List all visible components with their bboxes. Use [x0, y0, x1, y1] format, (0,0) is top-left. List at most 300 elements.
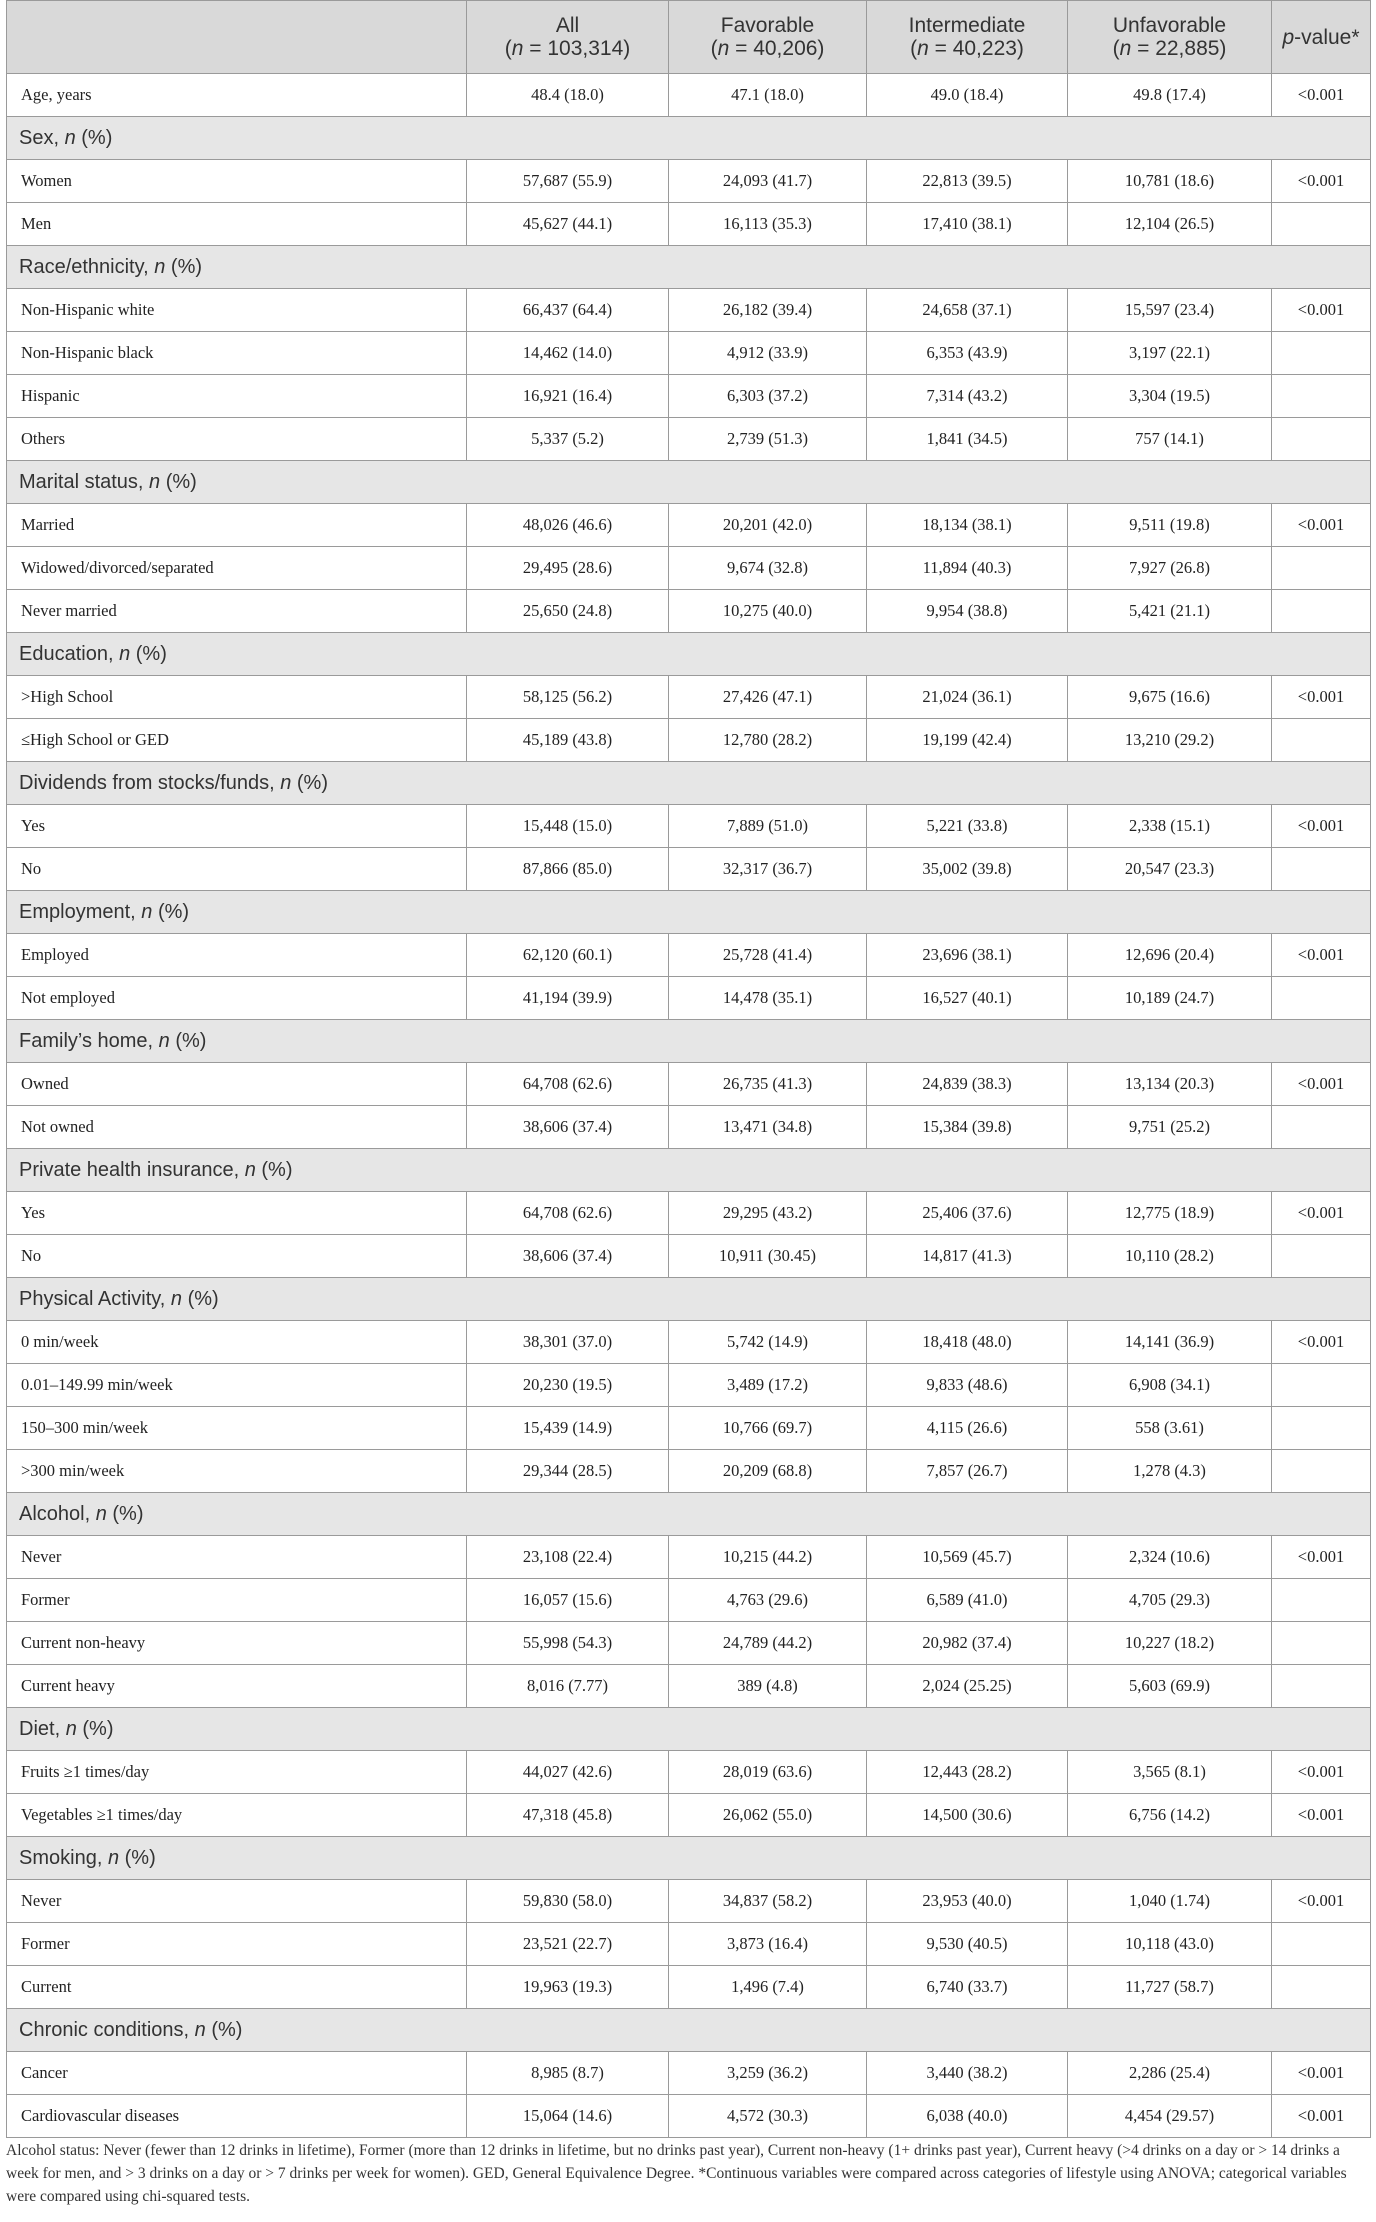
table-row	[7, 1665, 1371, 1708]
cell-unfavorable: 6,908 (34.1)	[1068, 1364, 1272, 1407]
cell-unfavorable: 2,286 (25.4)	[1068, 2052, 1272, 2095]
section-header	[7, 633, 1371, 676]
table-row	[7, 504, 1371, 547]
header-blank-cell	[7, 1, 467, 74]
cell-favorable: 12,780 (28.2)	[669, 719, 867, 762]
cell-all: 64,708 (62.6)	[467, 1063, 669, 1106]
cell-intermediate: 6,740 (33.7)	[867, 1966, 1068, 2009]
table-row	[7, 375, 1371, 418]
cell-pvalue	[1272, 977, 1371, 1020]
section-header-row	[7, 891, 1371, 934]
cell-intermediate: 18,418 (48.0)	[867, 1321, 1068, 1364]
cell-unfavorable: 3,304 (19.5)	[1068, 375, 1272, 418]
table-row	[7, 2095, 1371, 2138]
section-n-var: n	[65, 1717, 77, 1740]
table-row	[7, 676, 1371, 719]
section-header-row	[7, 633, 1371, 676]
section-n-var: n	[119, 642, 131, 665]
row-label: Non-Hispanic white	[7, 289, 467, 332]
table-row	[7, 590, 1371, 633]
cell-pvalue	[1272, 1407, 1371, 1450]
section-unit: (%)	[152, 900, 190, 923]
section-n-var: n	[64, 126, 76, 149]
cell-pvalue	[1272, 1622, 1371, 1665]
section-header	[7, 117, 1371, 160]
header-unfavorable-n-var: n	[1119, 37, 1132, 60]
cell-intermediate: 24,839 (38.3)	[867, 1063, 1068, 1106]
table-row	[7, 2052, 1371, 2095]
header-all-n-var: n	[511, 37, 524, 60]
row-label: Current heavy	[7, 1665, 467, 1708]
row-label: >High School	[7, 676, 467, 719]
cell-unfavorable: 6,756 (14.2)	[1068, 1794, 1272, 1837]
cell-pvalue: <0.001	[1272, 1751, 1371, 1794]
header-unfavorable	[1068, 1, 1272, 74]
cell-all: 58,125 (56.2)	[467, 676, 669, 719]
table-row	[7, 1063, 1371, 1106]
cell-pvalue	[1272, 590, 1371, 633]
row-label: Hispanic	[7, 375, 467, 418]
section-header	[7, 891, 1371, 934]
cell-pvalue: <0.001	[1272, 805, 1371, 848]
cell-all: 8,985 (8.7)	[467, 2052, 669, 2095]
section-header-row	[7, 1837, 1371, 1880]
header-all-n-value: = 103,314)	[523, 37, 631, 60]
cell-unfavorable: 9,675 (16.6)	[1068, 676, 1272, 719]
cell-pvalue	[1272, 547, 1371, 590]
table-row	[7, 1966, 1371, 2009]
cell-pvalue	[1272, 418, 1371, 461]
cell-all: 14,462 (14.0)	[467, 332, 669, 375]
section-unit: (%)	[130, 642, 167, 665]
cell-intermediate: 14,817 (41.3)	[867, 1235, 1068, 1278]
cell-all: 38,606 (37.4)	[467, 1235, 669, 1278]
cell-favorable: 9,674 (32.8)	[669, 547, 867, 590]
section-label: Marital status,	[19, 470, 150, 493]
table-row	[7, 1321, 1371, 1364]
cell-pvalue: <0.001	[1272, 1880, 1371, 1923]
section-header	[7, 1278, 1371, 1321]
cell-all: 62,120 (60.1)	[467, 934, 669, 977]
cell-favorable: 10,215 (44.2)	[669, 1536, 867, 1579]
cell-unfavorable: 13,134 (20.3)	[1068, 1063, 1272, 1106]
header-pvalue	[1272, 1, 1371, 74]
row-label: Employed	[7, 934, 467, 977]
cell-pvalue	[1272, 1966, 1371, 2009]
section-unit: (%)	[169, 1029, 207, 1052]
cell-favorable: 14,478 (35.1)	[669, 977, 867, 1020]
header-favorable-n-value: = 40,206)	[729, 37, 825, 60]
cell-favorable: 20,209 (68.8)	[669, 1450, 867, 1493]
section-unit: (%)	[255, 1158, 293, 1181]
cell-all: 29,495 (28.6)	[467, 547, 669, 590]
section-header-row	[7, 1149, 1371, 1192]
cell-unfavorable: 1,040 (1.74)	[1068, 1880, 1272, 1923]
cell-pvalue: <0.001	[1272, 1321, 1371, 1364]
section-n-var: n	[194, 2018, 206, 2041]
header-all	[467, 1, 669, 74]
section-header-row	[7, 246, 1371, 289]
section-header-row	[7, 1708, 1371, 1751]
section-header	[7, 246, 1371, 289]
cell-intermediate: 49.0 (18.4)	[867, 74, 1068, 117]
cell-favorable: 2,739 (51.3)	[669, 418, 867, 461]
header-unfavorable-name: Unfavorable	[1112, 14, 1227, 37]
header-intermediate-n-open: (	[910, 37, 918, 60]
cell-unfavorable: 13,210 (29.2)	[1068, 719, 1272, 762]
cell-unfavorable: 2,324 (10.6)	[1068, 1536, 1272, 1579]
cell-favorable: 389 (4.8)	[669, 1665, 867, 1708]
section-n-var: n	[154, 255, 166, 278]
section-header	[7, 1149, 1371, 1192]
section-label: Smoking,	[19, 1846, 108, 1869]
cell-favorable: 7,889 (51.0)	[669, 805, 867, 848]
row-label: Never	[7, 1536, 467, 1579]
cell-intermediate: 6,038 (40.0)	[867, 2095, 1068, 2138]
table-row	[7, 74, 1371, 117]
table-row	[7, 418, 1371, 461]
cell-unfavorable: 12,775 (18.9)	[1068, 1192, 1272, 1235]
header-favorable	[669, 1, 867, 74]
row-label: >300 min/week	[7, 1450, 467, 1493]
cell-intermediate: 10,569 (45.7)	[867, 1536, 1068, 1579]
section-unit: (%)	[106, 1502, 144, 1525]
cell-favorable: 3,873 (16.4)	[669, 1923, 867, 1966]
cell-favorable: 26,735 (41.3)	[669, 1063, 867, 1106]
cell-unfavorable: 14,141 (36.9)	[1068, 1321, 1272, 1364]
cell-unfavorable: 12,104 (26.5)	[1068, 203, 1272, 246]
table-row	[7, 1622, 1371, 1665]
header-pvalue-italic: p	[1282, 25, 1295, 49]
header-intermediate-name: Intermediate	[908, 14, 1026, 37]
header-all-name: All	[555, 14, 580, 37]
cell-all: 5,337 (5.2)	[467, 418, 669, 461]
cell-all: 45,189 (43.8)	[467, 719, 669, 762]
cell-intermediate: 1,841 (34.5)	[867, 418, 1068, 461]
cell-all: 8,016 (7.77)	[467, 1665, 669, 1708]
cell-favorable: 29,295 (43.2)	[669, 1192, 867, 1235]
cell-favorable: 4,763 (29.6)	[669, 1579, 867, 1622]
cell-unfavorable: 11,727 (58.7)	[1068, 1966, 1272, 2009]
cell-favorable: 16,113 (35.3)	[669, 203, 867, 246]
table-row	[7, 547, 1371, 590]
section-header	[7, 1493, 1371, 1536]
section-label: Diet,	[19, 1717, 66, 1740]
section-label: Family’s home,	[19, 1029, 159, 1052]
cell-favorable: 10,766 (69.7)	[669, 1407, 867, 1450]
cell-intermediate: 9,833 (48.6)	[867, 1364, 1068, 1407]
cell-pvalue	[1272, 203, 1371, 246]
section-header-row	[7, 1493, 1371, 1536]
header-unfavorable-n	[1068, 37, 1271, 60]
cell-favorable: 34,837 (58.2)	[669, 1880, 867, 1923]
cell-unfavorable: 10,189 (24.7)	[1068, 977, 1272, 1020]
cell-favorable: 24,093 (41.7)	[669, 160, 867, 203]
cell-unfavorable: 20,547 (23.3)	[1068, 848, 1272, 891]
cell-intermediate: 20,982 (37.4)	[867, 1622, 1068, 1665]
cell-all: 48,026 (46.6)	[467, 504, 669, 547]
cell-all: 16,057 (15.6)	[467, 1579, 669, 1622]
cell-unfavorable: 2,338 (15.1)	[1068, 805, 1272, 848]
cell-unfavorable: 5,603 (69.9)	[1068, 1665, 1272, 1708]
header-row	[7, 1, 1371, 74]
row-label: Current	[7, 1966, 467, 2009]
cell-intermediate: 23,696 (38.1)	[867, 934, 1068, 977]
cell-all: 57,687 (55.9)	[467, 160, 669, 203]
cell-pvalue: <0.001	[1272, 74, 1371, 117]
row-label: Cardiovascular diseases	[7, 2095, 467, 2138]
cell-intermediate: 11,894 (40.3)	[867, 547, 1068, 590]
section-unit: (%)	[160, 470, 197, 493]
row-label: Former	[7, 1923, 467, 1966]
table-row	[7, 1794, 1371, 1837]
cell-pvalue: <0.001	[1272, 2052, 1371, 2095]
table-row	[7, 1536, 1371, 1579]
cell-unfavorable: 10,227 (18.2)	[1068, 1622, 1272, 1665]
section-header-row	[7, 2009, 1371, 2052]
row-label: Non-Hispanic black	[7, 332, 467, 375]
row-label: Women	[7, 160, 467, 203]
cell-unfavorable: 3,197 (22.1)	[1068, 332, 1272, 375]
cell-pvalue	[1272, 1364, 1371, 1407]
cell-all: 15,439 (14.9)	[467, 1407, 669, 1450]
cell-pvalue: <0.001	[1272, 504, 1371, 547]
section-header-row	[7, 1278, 1371, 1321]
header-all-n	[467, 37, 668, 60]
table-row	[7, 1880, 1371, 1923]
cell-intermediate: 14,500 (30.6)	[867, 1794, 1068, 1837]
table-row	[7, 332, 1371, 375]
row-label: No	[7, 1235, 467, 1278]
cell-all: 15,064 (14.6)	[467, 2095, 669, 2138]
cell-favorable: 10,911 (30.45)	[669, 1235, 867, 1278]
cell-favorable: 26,062 (55.0)	[669, 1794, 867, 1837]
cell-favorable: 26,182 (39.4)	[669, 289, 867, 332]
cell-intermediate: 35,002 (39.8)	[867, 848, 1068, 891]
section-unit: (%)	[165, 255, 203, 278]
cell-all: 15,448 (15.0)	[467, 805, 669, 848]
row-label: Men	[7, 203, 467, 246]
cell-intermediate: 3,440 (38.2)	[867, 2052, 1068, 2095]
cell-unfavorable: 7,927 (26.8)	[1068, 547, 1272, 590]
cell-unfavorable: 10,781 (18.6)	[1068, 160, 1272, 203]
row-label: Never married	[7, 590, 467, 633]
table-row	[7, 934, 1371, 977]
cell-pvalue	[1272, 1450, 1371, 1493]
cell-pvalue: <0.001	[1272, 1063, 1371, 1106]
row-label: Fruits ≥1 times/day	[7, 1751, 467, 1794]
row-label: Age, years	[7, 74, 467, 117]
table-header	[7, 1, 1371, 74]
cell-intermediate: 9,530 (40.5)	[867, 1923, 1068, 1966]
table-row	[7, 1407, 1371, 1450]
row-label: ≤High School or GED	[7, 719, 467, 762]
table-row	[7, 1579, 1371, 1622]
table-body	[7, 74, 1371, 2138]
cell-favorable: 1,496 (7.4)	[669, 1966, 867, 2009]
section-label: Alcohol,	[19, 1502, 96, 1525]
table-row	[7, 1192, 1371, 1235]
header-pvalue-rest: -value*	[1294, 25, 1360, 49]
header-favorable-n-var: n	[717, 37, 730, 60]
cell-unfavorable: 5,421 (21.1)	[1068, 590, 1272, 633]
cell-pvalue: <0.001	[1272, 289, 1371, 332]
cell-intermediate: 18,134 (38.1)	[867, 504, 1068, 547]
cell-all: 23,521 (22.7)	[467, 1923, 669, 1966]
cell-intermediate: 24,658 (37.1)	[867, 289, 1068, 332]
section-n-var: n	[149, 470, 161, 493]
row-label: Vegetables ≥1 times/day	[7, 1794, 467, 1837]
row-label: Yes	[7, 1192, 467, 1235]
cell-pvalue	[1272, 848, 1371, 891]
cell-intermediate: 2,024 (25.25)	[867, 1665, 1068, 1708]
cell-intermediate: 12,443 (28.2)	[867, 1751, 1068, 1794]
cell-favorable: 6,303 (37.2)	[669, 375, 867, 418]
cell-unfavorable: 9,511 (19.8)	[1068, 504, 1272, 547]
cell-pvalue: <0.001	[1272, 1794, 1371, 1837]
cell-favorable: 5,742 (14.9)	[669, 1321, 867, 1364]
cell-pvalue	[1272, 719, 1371, 762]
cell-unfavorable: 1,278 (4.3)	[1068, 1450, 1272, 1493]
cell-all: 66,437 (64.4)	[467, 289, 669, 332]
table-row	[7, 160, 1371, 203]
cell-pvalue: <0.001	[1272, 160, 1371, 203]
cell-all: 47,318 (45.8)	[467, 1794, 669, 1837]
cell-intermediate: 19,199 (42.4)	[867, 719, 1068, 762]
cell-pvalue: <0.001	[1272, 2095, 1371, 2138]
row-label: Widowed/divorced/separated	[7, 547, 467, 590]
cell-pvalue	[1272, 1579, 1371, 1622]
cell-unfavorable: 3,565 (8.1)	[1068, 1751, 1272, 1794]
cell-favorable: 25,728 (41.4)	[669, 934, 867, 977]
cell-intermediate: 7,314 (43.2)	[867, 375, 1068, 418]
characteristics-table	[6, 0, 1371, 2138]
section-label: Private health insurance,	[19, 1158, 245, 1181]
table-row	[7, 1106, 1371, 1149]
section-label: Sex,	[19, 126, 65, 149]
cell-unfavorable: 15,597 (23.4)	[1068, 289, 1272, 332]
table-row	[7, 977, 1371, 1020]
cell-intermediate: 23,953 (40.0)	[867, 1880, 1068, 1923]
table-row	[7, 848, 1371, 891]
cell-pvalue: <0.001	[1272, 1536, 1371, 1579]
cell-intermediate: 22,813 (39.5)	[867, 160, 1068, 203]
table-row	[7, 289, 1371, 332]
cell-pvalue	[1272, 1665, 1371, 1708]
table-container	[6, 0, 1370, 2138]
cell-favorable: 20,201 (42.0)	[669, 504, 867, 547]
row-label: Others	[7, 418, 467, 461]
header-intermediate-n-var: n	[917, 37, 929, 60]
section-label: Chronic conditions,	[19, 2018, 195, 2041]
cell-favorable: 47.1 (18.0)	[669, 74, 867, 117]
cell-favorable: 32,317 (36.7)	[669, 848, 867, 891]
cell-pvalue: <0.001	[1272, 1192, 1371, 1235]
cell-unfavorable: 558 (3.61)	[1068, 1407, 1272, 1450]
section-unit: (%)	[119, 1846, 156, 1869]
cell-unfavorable: 757 (14.1)	[1068, 418, 1272, 461]
section-n-var: n	[95, 1502, 107, 1525]
cell-unfavorable: 4,705 (29.3)	[1068, 1579, 1272, 1622]
cell-unfavorable: 9,751 (25.2)	[1068, 1106, 1272, 1149]
section-n-var: n	[107, 1846, 120, 1869]
cell-all: 64,708 (62.6)	[467, 1192, 669, 1235]
cell-all: 23,108 (22.4)	[467, 1536, 669, 1579]
section-n-var: n	[244, 1158, 256, 1181]
section-header	[7, 762, 1371, 805]
table-row	[7, 1751, 1371, 1794]
cell-all: 19,963 (19.3)	[467, 1966, 669, 2009]
section-header	[7, 2009, 1371, 2052]
cell-all: 48.4 (18.0)	[467, 74, 669, 117]
cell-all: 55,998 (54.3)	[467, 1622, 669, 1665]
cell-pvalue: <0.001	[1272, 934, 1371, 977]
cell-favorable: 3,489 (17.2)	[669, 1364, 867, 1407]
table-footnote: Alcohol status: Never (fewer than 12 drinks in lifetime), Former (more than 12 drinks in lifetime, but no drinks past year), Current non-heavy (1+ drinks past year), Current heavy (>4 drinks on a day or > 14 drinks a week for men, and > 3 drinks on a day or > 7 drinks per week for women). GED, General Equivalence Degree. *Continuous variables were compared across categories of lifestyle using ANOVA; categorical variables were compared using chi-squared tests.	[6, 2142, 1347, 2205]
cell-intermediate: 5,221 (33.8)	[867, 805, 1068, 848]
cell-favorable: 4,572 (30.3)	[669, 2095, 867, 2138]
table-row	[7, 203, 1371, 246]
section-unit: (%)	[76, 1717, 114, 1740]
row-label: Not employed	[7, 977, 467, 1020]
cell-unfavorable: 4,454 (29.57)	[1068, 2095, 1272, 2138]
row-label: 150–300 min/week	[7, 1407, 467, 1450]
cell-pvalue	[1272, 1235, 1371, 1278]
section-n-var: n	[141, 900, 153, 923]
row-label: 0 min/week	[7, 1321, 467, 1364]
header-intermediate-n	[867, 37, 1067, 60]
cell-all: 29,344 (28.5)	[467, 1450, 669, 1493]
section-header	[7, 461, 1371, 504]
cell-unfavorable: 10,110 (28.2)	[1068, 1235, 1272, 1278]
section-unit: (%)	[291, 771, 329, 794]
cell-pvalue: <0.001	[1272, 676, 1371, 719]
cell-intermediate: 7,857 (26.7)	[867, 1450, 1068, 1493]
cell-all: 59,830 (58.0)	[467, 1880, 669, 1923]
section-label: Physical Activity,	[19, 1287, 171, 1310]
row-label: Yes	[7, 805, 467, 848]
cell-unfavorable: 49.8 (17.4)	[1068, 74, 1272, 117]
row-label: Cancer	[7, 2052, 467, 2095]
section-n-var: n	[280, 771, 292, 794]
section-header-row	[7, 762, 1371, 805]
cell-unfavorable: 12,696 (20.4)	[1068, 934, 1272, 977]
cell-intermediate: 15,384 (39.8)	[867, 1106, 1068, 1149]
cell-favorable: 27,426 (47.1)	[669, 676, 867, 719]
section-label: Education,	[19, 642, 120, 665]
section-header	[7, 1020, 1371, 1063]
cell-pvalue	[1272, 375, 1371, 418]
cell-favorable: 28,019 (63.6)	[669, 1751, 867, 1794]
section-n-var: n	[158, 1029, 170, 1052]
table-row	[7, 1235, 1371, 1278]
section-label: Employment,	[19, 900, 142, 923]
section-label: Race/ethnicity,	[19, 255, 155, 278]
cell-intermediate: 25,406 (37.6)	[867, 1192, 1068, 1235]
cell-unfavorable: 10,118 (43.0)	[1068, 1923, 1272, 1966]
row-label: Married	[7, 504, 467, 547]
row-label: Owned	[7, 1063, 467, 1106]
cell-intermediate: 9,954 (38.8)	[867, 590, 1068, 633]
header-unfavorable-n-open: (	[1112, 37, 1120, 60]
cell-pvalue	[1272, 1923, 1371, 1966]
header-all-n-open: (	[504, 37, 512, 60]
header-favorable-name: Favorable	[720, 14, 815, 37]
cell-all: 41,194 (39.9)	[467, 977, 669, 1020]
cell-pvalue	[1272, 332, 1371, 375]
row-label: Former	[7, 1579, 467, 1622]
cell-favorable: 24,789 (44.2)	[669, 1622, 867, 1665]
